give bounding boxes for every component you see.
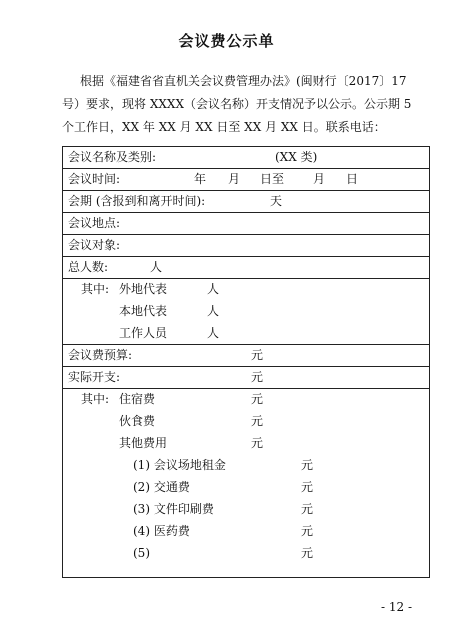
meals-label: 伙食费 xyxy=(119,414,156,428)
page-number: - 12 - xyxy=(381,600,413,614)
medical-unit: 元 xyxy=(301,524,314,538)
row-lodging xyxy=(63,389,429,411)
row-item-5 xyxy=(63,543,429,565)
row-actual-expense xyxy=(63,367,429,389)
lodging-unit: 元 xyxy=(251,392,264,406)
meeting-period-unit: 天 xyxy=(270,194,283,208)
meeting-time-day-end: 日 xyxy=(346,172,359,186)
actual-unit: 元 xyxy=(251,370,264,384)
lodging-label: 住宿费 xyxy=(119,392,156,406)
row-meeting-place xyxy=(63,213,429,235)
venue-rent-unit: 元 xyxy=(301,458,314,472)
local-unit: 人 xyxy=(207,304,220,318)
row-local-representatives xyxy=(63,301,429,323)
meeting-time-day-to: 日至 xyxy=(260,172,285,186)
row-budget xyxy=(63,345,429,367)
outside-prefix: 其中: xyxy=(81,282,110,296)
row-outside-representatives xyxy=(63,279,429,301)
other-fees-label: 其他费用 xyxy=(119,436,168,450)
row-meeting-period xyxy=(63,191,429,213)
meeting-place-label: 会议地点: xyxy=(68,216,121,230)
budget-label: 会议费预算: xyxy=(68,348,133,362)
local-label: 本地代表 xyxy=(119,304,168,318)
total-people-label: 总人数: xyxy=(68,260,109,274)
intro-line-2: 号）要求，现将 XXXX（会议名称）开支情况予以公示。公示期 5 xyxy=(62,97,412,111)
row-staff xyxy=(63,323,429,345)
intro-line-3: 个工作日，XX 年 XX 月 XX 日至 XX 月 XX 日。联系电话： xyxy=(62,120,386,134)
meeting-fee-table xyxy=(62,146,430,578)
total-people-unit: 人 xyxy=(150,260,163,274)
row-other-fees xyxy=(63,433,429,455)
other-fees-unit: 元 xyxy=(251,436,264,450)
item-5-label: (5) xyxy=(133,546,150,560)
lodging-prefix: 其中: xyxy=(81,392,110,406)
transport-unit: 元 xyxy=(301,480,314,494)
printing-label: (3) 文件印刷费 xyxy=(133,502,214,516)
transport-label: (2) 交通费 xyxy=(133,480,190,494)
meeting-category-value: (XX 类) xyxy=(275,150,318,164)
meeting-name-label: 会议名称及类别: xyxy=(68,150,157,164)
document-title: 会议费公示单 xyxy=(178,32,275,50)
row-meeting-time xyxy=(63,169,429,191)
meeting-time-label: 会议时间: xyxy=(68,172,121,186)
row-venue-rent xyxy=(63,455,429,477)
medical-label: (4) 医药费 xyxy=(133,524,190,538)
row-meeting-target xyxy=(63,235,429,257)
meeting-time-month: 月 xyxy=(228,172,241,186)
venue-rent-label: (1) 会议场地租金 xyxy=(133,458,226,472)
printing-unit: 元 xyxy=(301,502,314,516)
intro-line-1: 根据《福建省省直机关会议费管理办法》(闽财行〔2017〕17 xyxy=(80,74,407,88)
meeting-time-year: 年 xyxy=(194,172,207,186)
row-medical xyxy=(63,521,429,543)
row-printing xyxy=(63,499,429,521)
row-meals xyxy=(63,411,429,433)
meals-unit: 元 xyxy=(251,414,264,428)
meeting-target-label: 会议对象: xyxy=(68,238,121,252)
row-transport xyxy=(63,477,429,499)
row-total-people xyxy=(63,257,429,279)
outside-label: 外地代表 xyxy=(119,282,168,296)
row-meeting-name xyxy=(63,147,429,169)
actual-label: 实际开支: xyxy=(68,370,121,384)
item-5-unit: 元 xyxy=(301,546,314,560)
outside-unit: 人 xyxy=(207,282,220,296)
staff-unit: 人 xyxy=(207,326,220,340)
staff-label: 工作人员 xyxy=(119,326,168,340)
meeting-time-month-end: 月 xyxy=(313,172,326,186)
meeting-period-label: 会期 (含报到和离开时间): xyxy=(68,194,206,208)
budget-unit: 元 xyxy=(251,348,264,362)
